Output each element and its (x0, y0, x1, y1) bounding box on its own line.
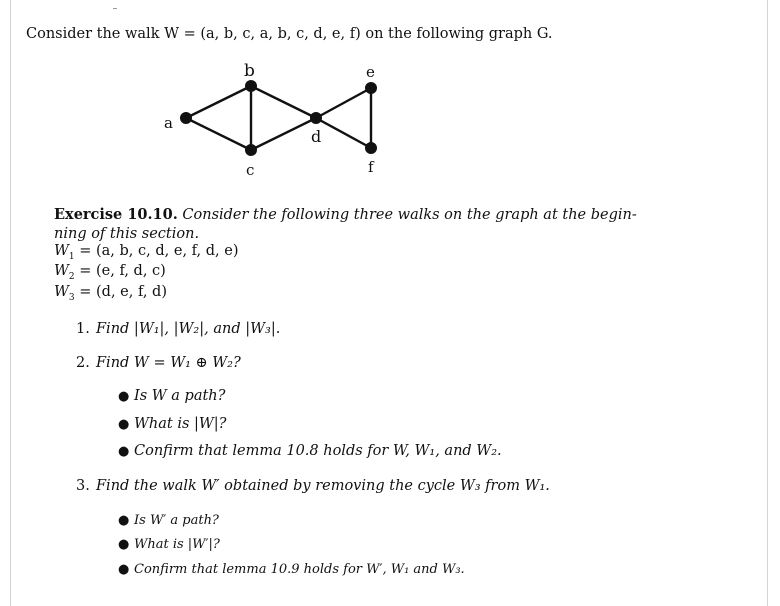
question-2: 2. Find W = W₁ ⊕ W₂? (76, 355, 241, 371)
vertex-b (245, 80, 257, 92)
label-e: e (366, 63, 375, 81)
vertex-a (180, 112, 192, 124)
exercise-heading (54, 205, 644, 244)
q3-bullet-3: ● Confirm that lemma 10.9 holds for W′, W₁ and W₃. (118, 562, 465, 577)
label-b: b (244, 61, 255, 81)
q2-bullet-1: ● Is W a path? (118, 388, 226, 404)
vertex-e (365, 82, 377, 94)
edge-a-b (186, 86, 251, 118)
intro-text: Consider the walk W = (a, b, c, a, b, c, d, e, f) on the following graph G. (26, 26, 553, 42)
question-1: 1. Find |W₁|, |W₂|, and |W₃|. (76, 321, 281, 337)
exercise-text-line1: Consider the following three walks on the graph at the begin- (182, 207, 637, 223)
q2-bullet-2: ● What is |W|? (118, 416, 227, 432)
question-3: 3. Find the walk W′ obtained by removing the cycle W₃ from W₁. (76, 478, 550, 494)
edge-b-d (251, 86, 316, 118)
q2-bullet-3: ● Confirm that lemma 10.8 holds for W, W₁, and W₂. (118, 443, 502, 459)
graph-diagram (0, 0, 780, 200)
edge-c-d (251, 118, 316, 150)
q3-bullet-1: ● Is W′ a path? (118, 513, 219, 528)
walk-w2: $W_2 = (e$, f, d, c) (54, 263, 166, 282)
vertex-f (365, 142, 377, 154)
walk-w3: $W_3 = (d$, e, f, d) (54, 284, 167, 303)
vertex-c (245, 144, 257, 156)
label-c: c (246, 161, 255, 179)
exercise-text-line2: ning of this section. (54, 226, 200, 242)
q3-bullet-2: ● What is |W′|? (118, 537, 220, 552)
walk-w1: $W_1 = (a$, b, c, d, e, f, d, e) (54, 243, 239, 262)
label-f: f (368, 158, 374, 176)
edge-d-e (316, 88, 371, 118)
exercise-number: Exercise 10.10. (54, 206, 178, 223)
label-a: a (164, 114, 173, 132)
label-d: d (311, 127, 322, 146)
vertex-d (310, 112, 322, 124)
edge-a-c (186, 118, 251, 150)
edge-d-f (316, 118, 371, 148)
